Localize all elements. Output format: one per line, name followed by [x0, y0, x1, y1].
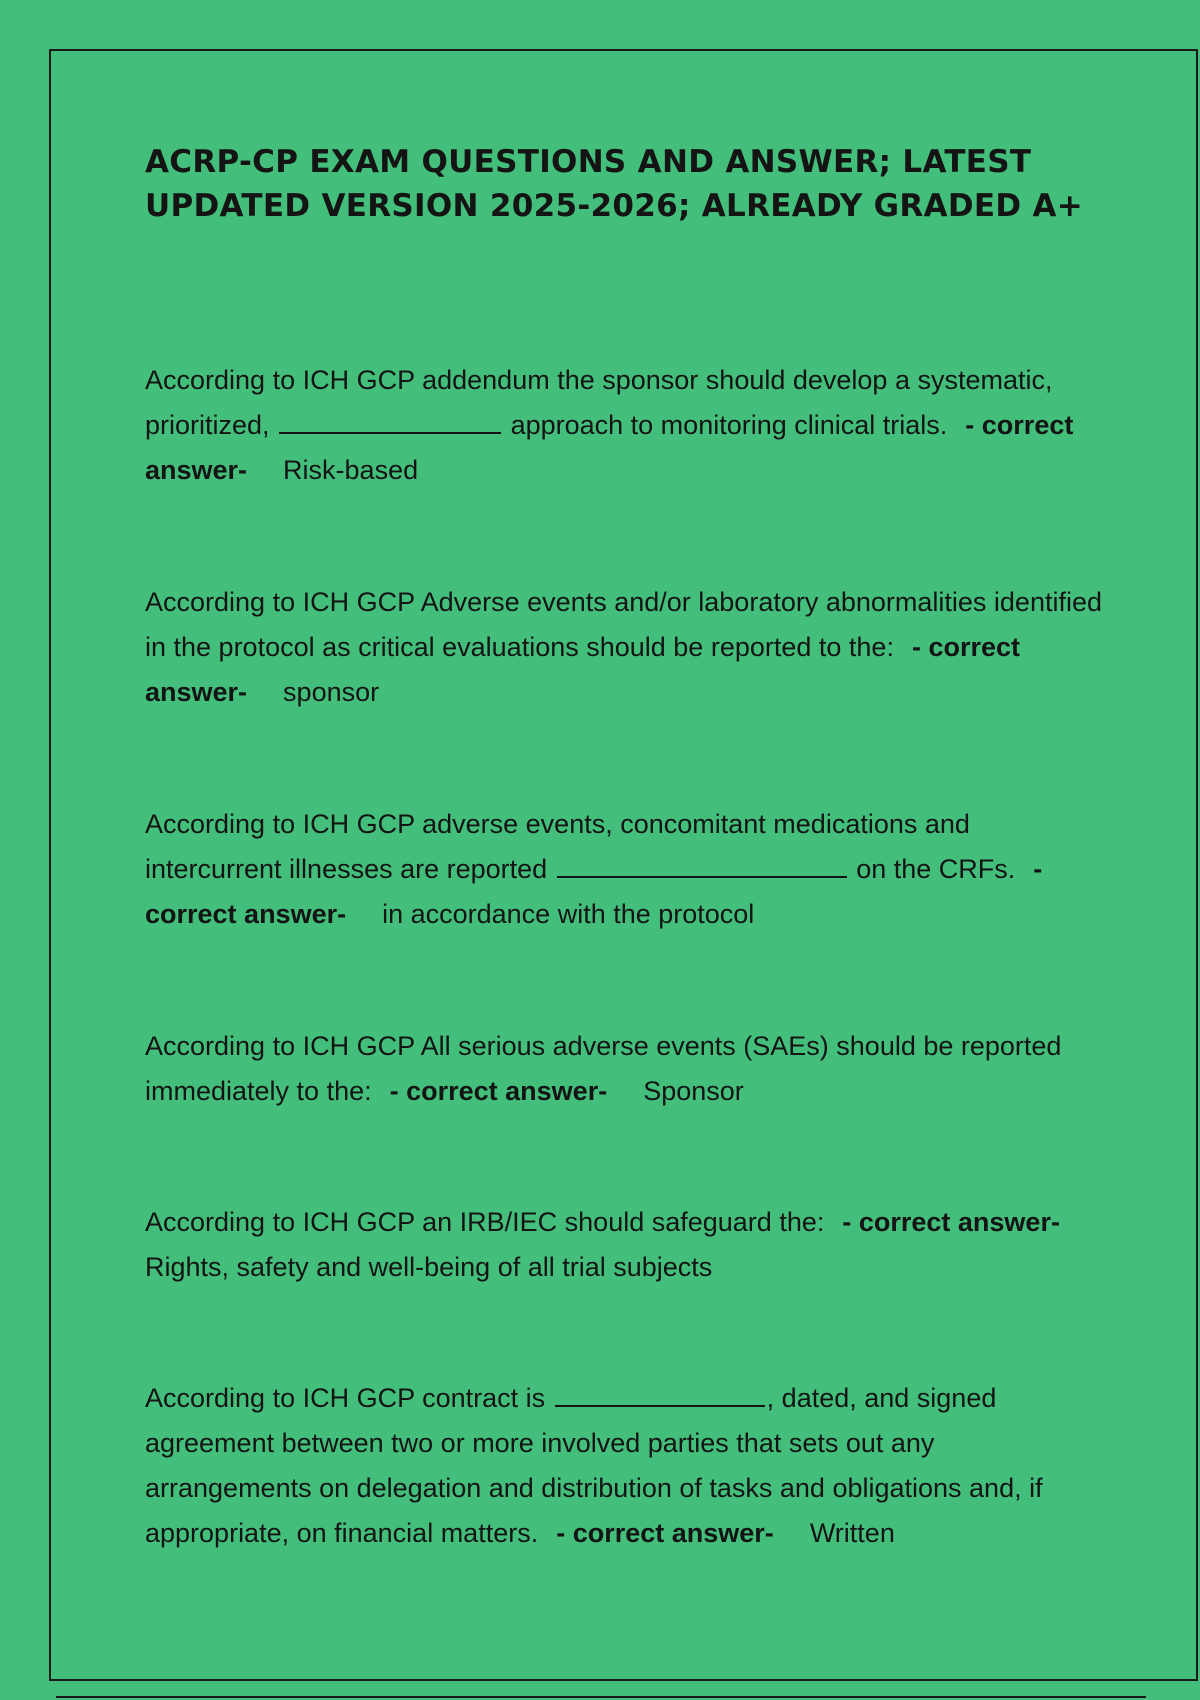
question-6-text: According to ICH GCP contract is [145, 1383, 546, 1413]
question-6-text-end: , dated, and signed agreement between two or more involved parties that sets out any arrangements on delegation and distribution of tasks and obligations and, if appropriate, on financial matters. [145, 1383, 1043, 1548]
question-4-text: According to ICH GCP All serious adverse events (SAEs) should be reported immediately to the: [145, 1031, 1062, 1106]
question-5 [145, 1200, 1105, 1290]
question-3-text: According to ICH GCP adverse events, concomitant medications and intercurrent illnesses are reported [145, 809, 970, 884]
question-1-text-end: approach to monitoring clinical trials. [510, 410, 948, 440]
question-1-answer: Risk-based [283, 455, 419, 485]
correct-answer-marker: - correct answer- [145, 632, 1020, 707]
correct-answer-marker: - correct answer- [842, 1207, 1060, 1237]
question-3-text-end: on the CRFs. [856, 854, 1016, 884]
question-3-answer: in accordance with the protocol [382, 899, 755, 929]
question-4 [145, 1024, 1105, 1114]
question-2-answer: sponsor [283, 677, 380, 707]
question-1 [145, 358, 1105, 493]
question-4-answer: Sponsor [643, 1076, 744, 1106]
question-2-text: According to ICH GCP Adverse events and/or laboratory abnormalities identified in the protocol as critical evaluations should be reported to the: [145, 587, 1102, 662]
question-6 [145, 1376, 1105, 1556]
question-5-text: According to ICH GCP an IRB/IEC should safeguard the: [145, 1207, 825, 1237]
question-2 [145, 580, 1105, 715]
correct-answer-marker: - correct answer- [145, 854, 1043, 929]
correct-answer-marker: - correct answer- [145, 410, 1074, 485]
answer-blank [279, 410, 501, 434]
answer-blank [555, 1383, 765, 1407]
correct-answer-marker: - correct answer- [556, 1518, 774, 1548]
correct-answer-marker: - correct answer- [389, 1076, 608, 1106]
bottom-divider [56, 1696, 1146, 1698]
question-1-text: According to ICH GCP addendum the sponsor should develop a systematic, prioritized, [145, 365, 1053, 440]
document-title: ACRP-CP EXAM QUESTIONS AND ANSWER; LATEST UPDATED VERSION 2025-2026; ALREADY GRADED A+ [145, 144, 1084, 224]
question-6-answer: Written [809, 1518, 895, 1548]
question-5-answer: Rights, safety and well-being of all trial subjects [145, 1252, 713, 1282]
answer-blank [557, 854, 847, 878]
question-3 [145, 802, 1105, 937]
